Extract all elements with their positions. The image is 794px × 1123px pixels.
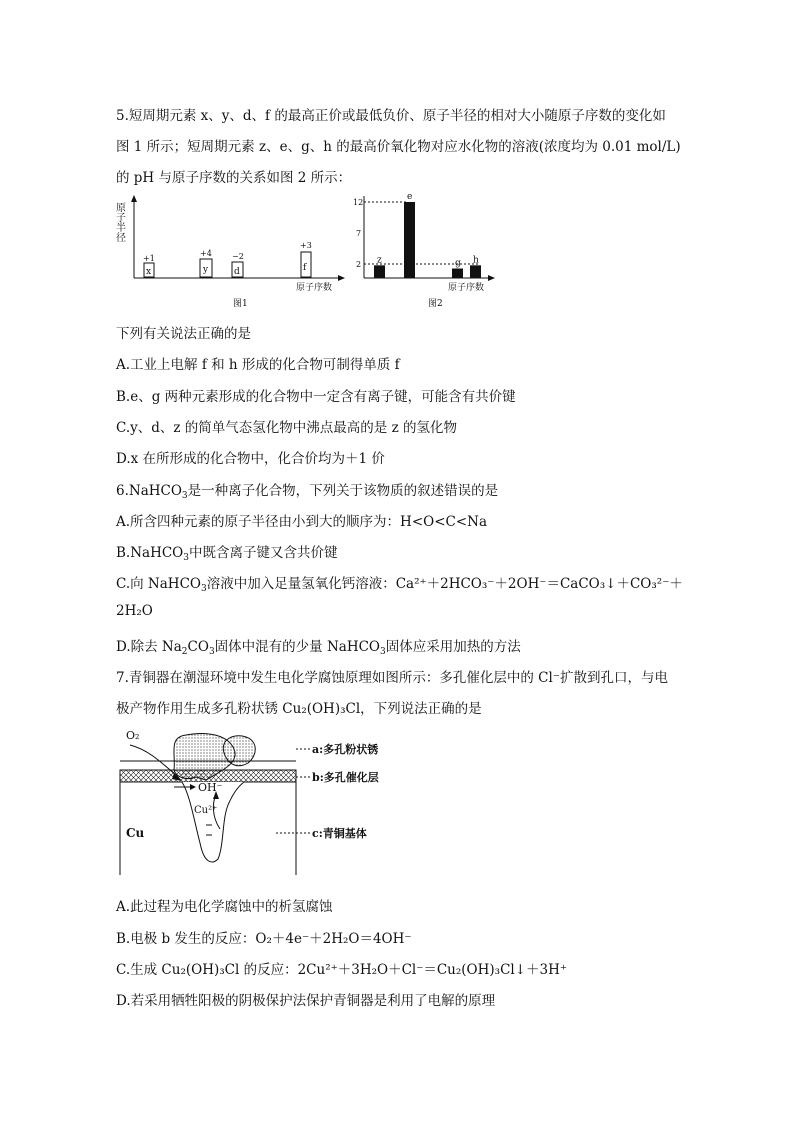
fig2-bar-e xyxy=(404,202,415,278)
fig1-sym-y: y xyxy=(203,265,209,275)
q6-option-c: C.向 NaHCO$_3$溶液中加入足量氢氧化钙溶液：Ca²⁺＋2HCO₃⁻＋2OH⁻＝CaCO₃↓＋CO₃²⁻＋ xyxy=(116,576,683,594)
fig2-bar-h xyxy=(470,265,481,278)
fig2-ytick-12: 12 xyxy=(353,198,364,207)
q7-option-c: C.生成 Cu₂(OH)₃Cl 的反应：2Cu²⁺＋3H₂O＋Cl⁻＝Cu₂(OH)₃Cl↓＋3H⁺ xyxy=(116,962,568,978)
fig3-cu2-label: Cu²⁺ xyxy=(194,805,218,816)
figure-3-corrosion xyxy=(116,725,396,885)
q5-option-d: D.x 在所形成的化合物中，化合价均为＋1 价 xyxy=(116,451,385,467)
rust-blob-2 xyxy=(223,736,255,766)
q6-d-pre: D.除去 Na xyxy=(116,639,182,655)
fig1-sym-f: f xyxy=(303,263,307,273)
q5-option-c: C.y、d、z 的简单气态氢化物中沸点最高的是 z 的氢化物 xyxy=(116,420,458,436)
q5-stem: 下列有关说法正确的是 xyxy=(116,326,251,342)
fig1-sym-x: x xyxy=(146,267,152,277)
q6-c-pre: C.向 NaHCO xyxy=(116,576,201,592)
q7-option-b: B.电极 b 发生的反应：O₂＋4e⁻＋2H₂O＝4OH⁻ xyxy=(116,931,412,947)
q6-option-d: D.除去 $Na_2CO_3$固体中混有的少量 NaHCO$_3$固体应采用加热的方法 xyxy=(116,639,521,657)
fig1-caption: 图1 xyxy=(233,299,248,309)
q6-b-pre: B.NaHCO xyxy=(116,545,184,561)
q5-option-a: A.工业上电解 f 和 h 形成的化合物可制得单质 f xyxy=(116,357,400,373)
q6-option-a: A.所含四种元素的原子半径由小到大的顺序为：H<O<C<Na xyxy=(116,514,488,530)
fig2-ytick-7: 7 xyxy=(356,229,362,238)
q5-line3: 的 pH 与原子序数的关系如图 2 所示： xyxy=(116,170,352,186)
q5-option-b: B.e、g 两种元素形成的化合物中一定含有离子键，可能含有共价键 xyxy=(116,389,516,405)
fig1-val-f: +3 xyxy=(300,241,312,250)
q6-b-post: 中既含离子键又含共价键 xyxy=(188,545,338,561)
q5-line2: 图 1 所示；短周期元素 z、e、g、h 的最高价氧化物对应水化物的溶液(浓度均为 0.01 mol/L) xyxy=(116,139,681,155)
q6-c-eq: Ca²⁺＋2HCO₃⁻＋2OH⁻＝CaCO₃↓＋CO₃²⁻＋ xyxy=(395,576,683,592)
q7-line1: 7.青铜器在潮湿环境中发生电化学腐蚀原理如图所示：多孔催化层中的 Cl⁻扩散到孔口，与电 xyxy=(116,670,668,686)
fig3-label-b: b:多孔催化层 xyxy=(312,771,379,784)
fig2-bars xyxy=(374,192,481,278)
q7-option-a: A.此过程为电化学腐蚀中的析氢腐蚀 xyxy=(116,899,333,915)
fig1-val-d: −2 xyxy=(232,252,244,261)
q6-c-mid: 溶液中加入足量氢氧化钙溶液： xyxy=(206,576,396,592)
fig2-bar-g xyxy=(452,269,463,279)
q6-d-post: 固体中混有的少量 NaHCO xyxy=(214,639,380,655)
fig1-val-y: +4 xyxy=(200,249,212,258)
fig3-label-a: a:多孔粉状锈 xyxy=(312,743,379,756)
fig2-bar-label-h: h xyxy=(473,255,479,266)
figure-2 xyxy=(348,192,498,312)
fig2-ytick-2: 2 xyxy=(356,260,362,269)
fig1-val-x: +1 xyxy=(143,254,155,263)
q7-option-d: D.若采用牺牲阳极的阴极保护法保护青铜器是利用了电解的原理 xyxy=(116,993,496,1009)
q6-option-c-line2: 2H₂O xyxy=(116,603,153,619)
fig1-ylabel: 原子半径 xyxy=(113,202,125,242)
fig2-caption: 图2 xyxy=(428,299,443,309)
q6-line1-pre: 6.NaHCO xyxy=(116,483,182,499)
q6-d-end: 固体应采用加热的方法 xyxy=(385,639,521,655)
figure-1 xyxy=(113,192,346,312)
fig1-sym-d: d xyxy=(234,267,240,277)
fig3-cu-label: Cu xyxy=(126,826,145,840)
fig2-bar-z xyxy=(374,265,385,278)
q6-option-b: B.NaHCO$_3$中既含离子键又含共价键 xyxy=(116,545,338,563)
fig3-o2-label: O₂ xyxy=(126,729,140,742)
fig3-oh-label: OH⁻ xyxy=(198,781,223,794)
fig2-bar-label-e: e xyxy=(407,192,413,202)
fig1-xlabel: 原子序数 xyxy=(296,283,333,293)
fig2-bar-label-g: g xyxy=(455,258,461,269)
q5-line1: 5.短周期元素 x、y、d、f 的最高正价或最低负价、原子半径的相对大小随原子序数的变化如 xyxy=(116,108,666,124)
q6-line1-post: 是一种离子化合物，下列关于该物质的叙述错误的是 xyxy=(187,483,499,499)
q6-line1: 6.NaHCO$_3$是一种离子化合物，下列关于该物质的叙述错误的是 xyxy=(116,483,499,501)
fig2-bar-label-z: z xyxy=(377,255,382,266)
fig2-xlabel: 原子序数 xyxy=(448,283,485,293)
fig3-label-c: c:青铜基体 xyxy=(312,827,367,840)
q7-line2: 极产物作用生成多孔粉状锈 Cu₂(OH)₃Cl，下列说法正确的是 xyxy=(116,701,482,717)
